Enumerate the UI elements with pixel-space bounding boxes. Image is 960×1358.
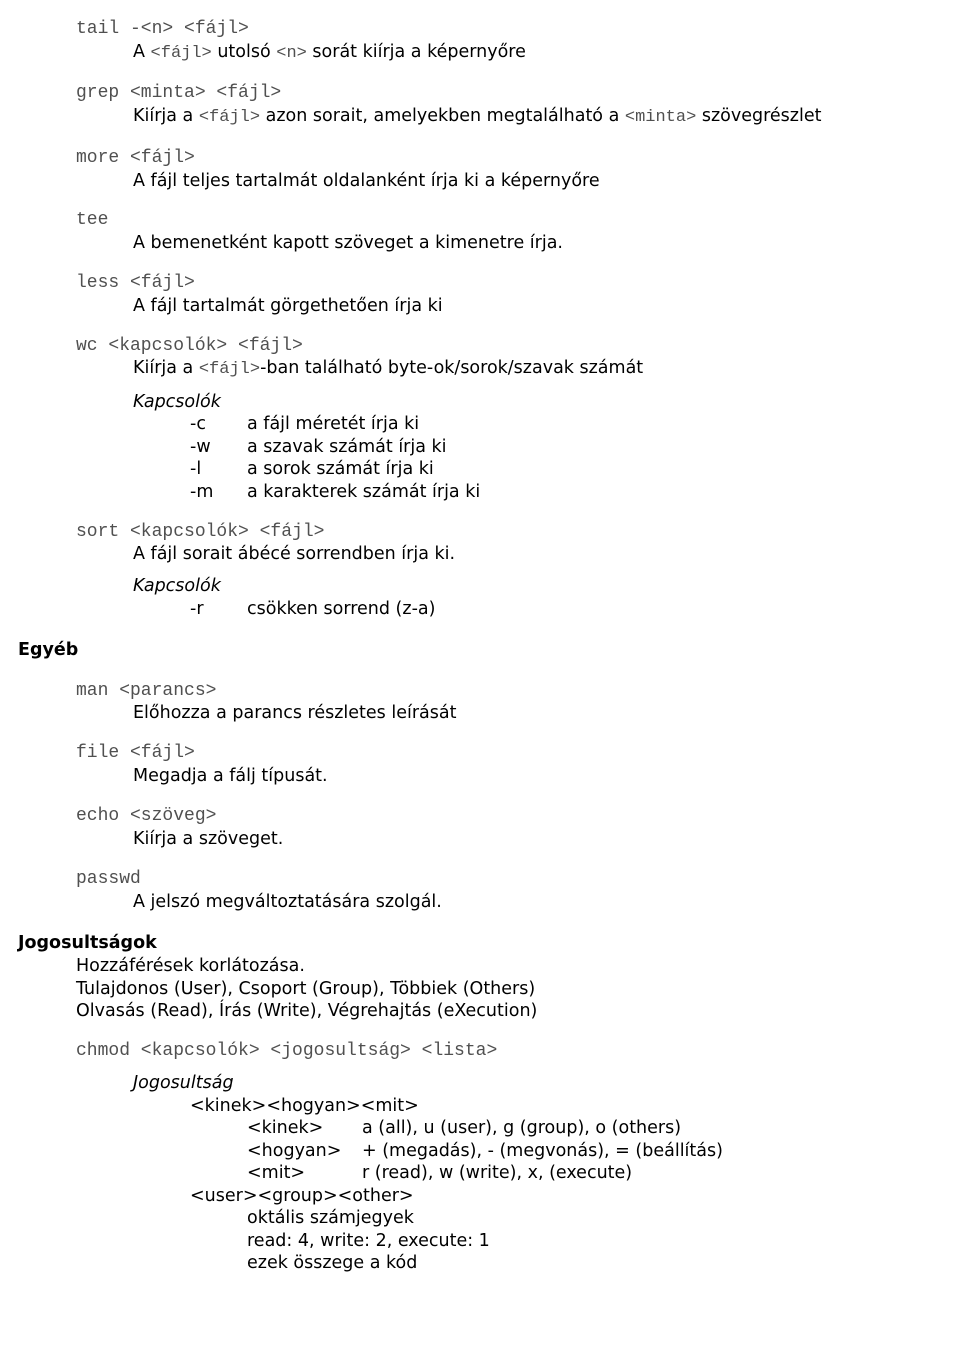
echo-syntax: echo <szöveg> (76, 806, 217, 826)
permissions-line: Hozzáférések korlátozása. (76, 956, 305, 976)
wc-option-desc: a karakterek számát írja ki (247, 482, 481, 502)
jogosultsag-title: Jogosultság (133, 1073, 234, 1093)
permission-key: <kinek> (247, 1118, 324, 1138)
file-description: Megadja a fálj típusát. (133, 766, 328, 786)
permission-format-symbolic: <kinek><hogyan><mit> (190, 1096, 419, 1116)
more-syntax: more <fájl> (76, 148, 195, 168)
wc-option-flag: -l (190, 459, 202, 479)
tee-description: A bemenetként kapott szöveget a kimenetre írja. (133, 233, 563, 253)
octal-note: ezek összege a kód (247, 1253, 418, 1273)
echo-description: Kiírja a szöveget. (133, 829, 284, 849)
sort-syntax: sort <kapcsolók> <fájl> (76, 522, 325, 542)
wc-option-flag: -c (190, 414, 206, 434)
permissions-line: Tulajdonos (User), Csoport (Group), Többiek (Others) (76, 979, 536, 999)
permission-value: a (all), u (user), g (group), o (others) (362, 1118, 682, 1138)
permission-key: <mit> (247, 1163, 306, 1183)
sort-description: A fájl sorait ábécé sorrendben írja ki. (133, 544, 456, 564)
wc-option-desc: a sorok számát írja ki (247, 459, 434, 479)
tail-description: A <fájl> utolsó <n> sorát kiírja a képernyőre (133, 42, 526, 63)
wc-syntax: wc <kapcsolók> <fájl> (76, 336, 303, 356)
passwd-syntax: passwd (76, 869, 141, 889)
wc-option-desc: a fájl méretét írja ki (247, 414, 420, 434)
man-description: Előhozza a parancs részletes leírását (133, 703, 457, 723)
tail-syntax: tail -<n> <fájl> (76, 19, 249, 39)
wc-option-flag: -w (190, 437, 211, 457)
section-heading-egyeb: Egyéb (18, 640, 79, 660)
wc-option-flag: -m (190, 482, 214, 502)
grep-description: Kiírja a <fájl> azon sorait, amelyekben megtalálható a <minta> szövegrészlet (133, 106, 822, 127)
less-description: A fájl tartalmát görgethetően írja ki (133, 296, 443, 316)
sort-option-desc: csökken sorrend (z-a) (247, 599, 436, 619)
wc-description: Kiírja a <fájl>-ban található byte-ok/sorok/szavak számát (133, 358, 644, 379)
octal-note: oktális számjegyek (247, 1208, 414, 1228)
man-syntax: man <parancs> (76, 681, 217, 701)
more-description: A fájl teljes tartalmát oldalanként írja ki a képernyőre (133, 171, 600, 191)
octal-note: read: 4, write: 2, execute: 1 (247, 1231, 490, 1251)
sort-options-title: Kapcsolók (133, 576, 221, 596)
permission-value: + (megadás), - (megvonás), = (beállítás) (362, 1141, 723, 1161)
less-syntax: less <fájl> (76, 273, 195, 293)
wc-option-desc: a szavak számát írja ki (247, 437, 447, 457)
chmod-syntax: chmod <kapcsolók> <jogosultság> <lista> (76, 1041, 498, 1061)
tee-syntax: tee (76, 210, 109, 230)
grep-syntax: grep <minta> <fájl> (76, 83, 282, 103)
permission-value: r (read), w (write), x, (execute) (362, 1163, 633, 1183)
permission-key: <hogyan> (247, 1141, 342, 1161)
permission-format-octal: <user><group><other> (190, 1186, 414, 1206)
section-heading-jogosultsagok: Jogosultságok (18, 933, 157, 953)
sort-option-flag: -r (190, 599, 204, 619)
permissions-line: Olvasás (Read), Írás (Write), Végrehajtás (eXecution) (76, 1001, 538, 1021)
wc-options-title: Kapcsolók (133, 392, 221, 412)
file-syntax: file <fájl> (76, 743, 195, 763)
passwd-description: A jelszó megváltoztatására szolgál. (133, 892, 442, 912)
